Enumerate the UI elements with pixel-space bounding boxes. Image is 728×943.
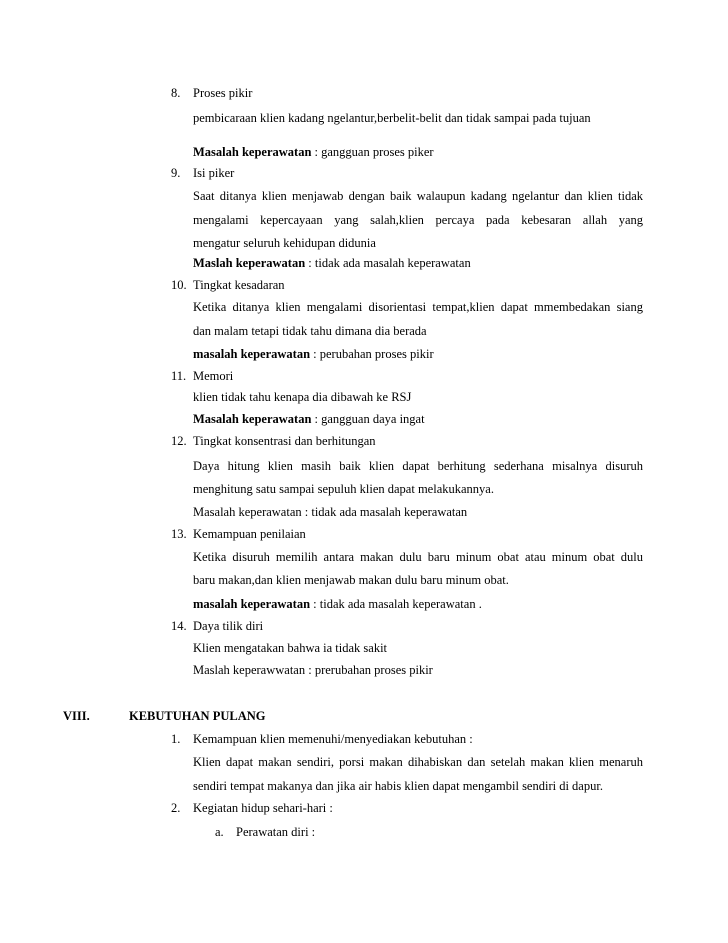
subitem-title: Perawatan diri :: [236, 825, 316, 839]
item-text: sendiri tempat makanya dan jika air habis klien dapat mengambil sendiri di dapur.: [193, 779, 603, 793]
item-number: 8.: [171, 86, 181, 100]
item-number: 9.: [171, 166, 181, 180]
item-text: mengalami kepercayaan yang salah,klien percaya pada kebesaran allah yang: [193, 213, 643, 227]
item-title: Kegiatan hidup sehari-hari :: [193, 801, 333, 815]
masalah-value: : perubahan proses pikir: [310, 347, 434, 361]
masalah-label: Masalah keperawatan: [193, 145, 312, 159]
item-title: Kemampuan penilaian: [193, 527, 306, 541]
masalah-line: [193, 347, 434, 362]
item-number: 10.: [171, 278, 187, 292]
masalah-line: [193, 145, 434, 160]
item-text: mengatur seluruh kehidupan didunia: [193, 236, 376, 250]
section-number: VIII.: [63, 709, 90, 723]
item-number: 11.: [171, 369, 187, 383]
masalah-label: masalah keperawatan: [193, 347, 311, 361]
masalah-label: Maslah keperawatan: [193, 256, 306, 270]
masalah-label: Masalah keperawatan: [193, 412, 312, 426]
masalah-value: : tidak ada masalah keperawatan: [305, 256, 471, 270]
item-text: Maslah keperawwatan : prerubahan proses pikir: [193, 663, 433, 677]
item-text: klien tidak tahu kenapa dia dibawah ke RSJ: [193, 390, 412, 404]
item-number: 13.: [171, 527, 187, 541]
item-title: Tingkat konsentrasi dan berhitungan: [193, 434, 376, 448]
masalah-line: [193, 412, 425, 427]
item-number: 12.: [171, 434, 187, 448]
item-title: Kemampuan klien memenuhi/menyediakan kebutuhan :: [193, 732, 473, 746]
item-text: pembicaraan klien kadang ngelantur,berbelit-belit dan tidak sampai pada tujuan: [193, 111, 591, 125]
masalah-value: : gangguan daya ingat: [311, 412, 425, 426]
item-text: baru makan,dan klien menjawab makan dulu baru minum obat.: [193, 573, 509, 587]
masalah-value: : gangguan proses piker: [311, 145, 434, 159]
item-text: dan malam tetapi tidak tahu dimana dia berada: [193, 324, 427, 338]
item-text: Klien dapat makan sendiri, porsi makan dihabiskan dan setelah makan klien menaruh: [193, 755, 643, 769]
item-title: Daya tilik diri: [193, 619, 264, 633]
masalah-line: [193, 256, 471, 271]
item-number: 2.: [171, 801, 181, 815]
item-text: Masalah keperawatan : tidak ada masalah keperawatan: [193, 505, 468, 519]
item-number: 1.: [171, 732, 181, 746]
item-text: Daya hitung klien masih baik klien dapat berhitung sederhana misalnya disuruh: [193, 459, 643, 473]
item-text: Ketika disuruh memilih antara makan dulu baru minum obat atau minum obat dulu: [193, 550, 643, 564]
masalah-line: [193, 597, 482, 612]
item-text: menghitung satu sampai sepuluh klien dapat melakukannya.: [193, 482, 494, 496]
item-title: Memori: [193, 369, 234, 383]
masalah-label: masalah keperawatan: [193, 597, 311, 611]
item-text: Klien mengatakan bahwa ia tidak sakit: [193, 641, 388, 655]
item-number: 14.: [171, 619, 187, 633]
item-title: Tingkat kesadaran: [193, 278, 285, 292]
item-text: Ketika ditanya klien mengalami disorientasi tempat,klien dapat mmembedakan siang: [193, 300, 643, 314]
subitem-letter: a.: [215, 825, 224, 839]
item-text: Saat ditanya klien menjawab dengan baik walaupun kadang ngelantur dan klien tidak: [193, 189, 643, 203]
item-title: Isi piker: [193, 166, 235, 180]
masalah-value: : tidak ada masalah keperawatan .: [310, 597, 482, 611]
item-title: Proses pikir: [193, 86, 253, 100]
section-title: KEBUTUHAN PULANG: [129, 709, 266, 723]
